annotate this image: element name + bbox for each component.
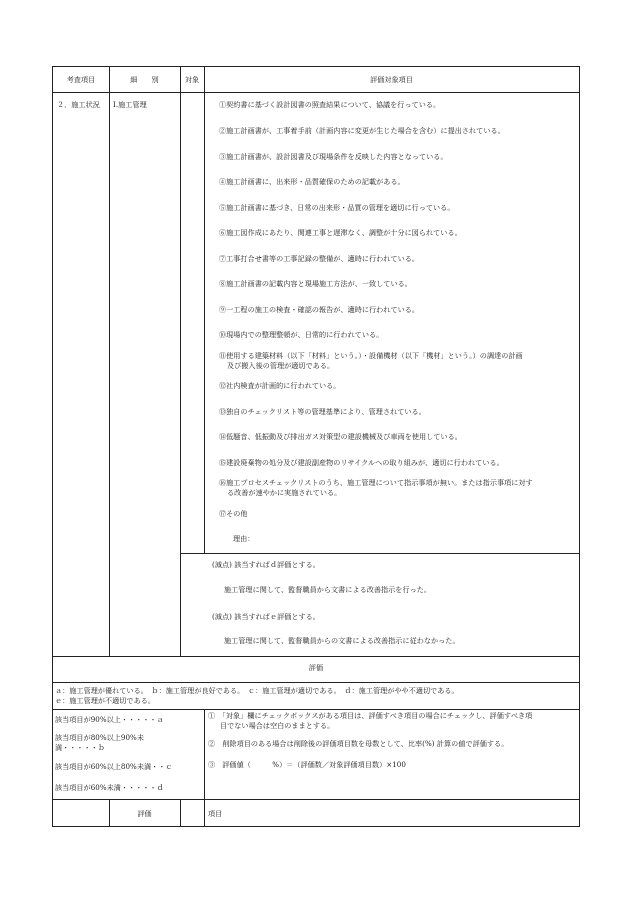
rule-footer-3	[204, 799, 205, 827]
deduction-d-text: 施工管理に関して、監督職員から文書による改善指示を行った。	[224, 585, 432, 594]
grade-definitions-line1: ａ：施工管理が優れている。 ｂ：施工管理が良好である。 ｃ：施工管理が適切である。 ｄ：施工管理がやや不適切である。	[55, 686, 459, 695]
rule-criteria-bottom	[53, 799, 579, 800]
list-item: ⑥施工図作成にあたり、関連工事と遅滞なく、調整が十分に図られている。	[219, 228, 462, 237]
criteria-c: 該当項目が60%以上80%未満・・ｃ	[55, 762, 173, 771]
rule-footer-2	[180, 799, 181, 827]
list-item: ⑮建設廃棄物の処分及び建設副産物のリサイクルへの取り組みが、適切に行われている。	[219, 458, 504, 467]
list-item: ⑬独自のチェックリスト等の管理基準により、管理されている。	[219, 407, 426, 416]
deduction-d-heading: (減点) 該当すればｄ評価とする。	[212, 560, 320, 569]
reason-label: 理由：	[233, 534, 255, 543]
list-item: ②施工計画書が、工事着手前（計画内容に変更が生じた場合を含む）に提出されている。	[219, 126, 505, 135]
deduction-e-text: 施工管理に関して、監督職員からの文書による改善指示に従わなかった。	[224, 636, 460, 645]
row-detail-label: Ⅰ.施工管理	[113, 100, 147, 109]
criteria-a: 該当項目が90%以上・・・・・ａ	[55, 715, 164, 724]
rule-col-2	[180, 67, 181, 656]
header-item: 考査項目	[66, 75, 96, 84]
list-item: ⑧施工計画書の記載内容と現場施工方法が、一致している。	[219, 279, 412, 288]
list-item: ⑤施工計画書に基づき、日常の出来形・品質の管理を適切に行っている。	[219, 203, 455, 212]
list-item-other: ⑰その他	[219, 509, 248, 518]
list-item: ④施工計画書に、出来形・品質確保のための記載がある。	[219, 177, 405, 186]
list-item: ③施工計画書が、設計図書及び現場条件を反映した内容となっている。	[219, 152, 448, 161]
criteria-b-continuation: 満・・・・・ｂ	[55, 743, 106, 752]
row-item-label: ２．施工状況	[57, 100, 100, 109]
footer-eval-label: 評価	[137, 809, 152, 818]
criteria-d: 該当項目が60%未満・・・・・ｄ	[55, 783, 164, 792]
rule-section-bottom	[53, 656, 579, 657]
list-item: ⑦工事打合せ書等の工事記録の整備が、適時に行われている。	[219, 254, 420, 263]
evaluation-sheet	[52, 66, 580, 827]
list-item: ⑫社内検査が計画的に行われている。	[219, 381, 341, 390]
list-item-continuation: る改善が速やかに実施されている。	[227, 488, 342, 497]
list-item: ⑯施工プロセスチェックリストのうち、施工管理について指示事項が無い。または指示事項に対す	[219, 478, 533, 487]
rule-grades-bottom	[53, 709, 579, 710]
rule-eval-heading-bottom	[53, 682, 579, 683]
evaluation-heading: 評価	[308, 663, 324, 672]
rule-items-bottom	[180, 553, 579, 554]
list-item: ⑭低騒音、低振動及び排出ガス対策型の建設機械及び車両を使用している。	[219, 432, 462, 441]
note-1: ① 「対象」欄にチェックボックスがある項目は、評価すべき項目の場合にチェックし、評価すべき項	[208, 711, 533, 720]
footer-item-label: 項目	[208, 809, 223, 818]
rule-col-3	[204, 67, 205, 553]
grade-definitions-line2: ｅ：施工管理が不適切である。	[55, 696, 156, 705]
header-target: 対象	[184, 75, 200, 84]
note-3: ③ 評価値（ %）＝（評価数／対象評価項目数）×100	[208, 760, 406, 769]
rule-header-bottom	[53, 92, 579, 93]
rule-criteria-split	[204, 709, 205, 799]
note-1-continuation: 目でない場合は空白のままとする。	[220, 721, 335, 730]
list-item: ①契約書に基づく設計図書の照査結果について、協議を行っている。	[219, 100, 441, 109]
header-detail: 細 別	[130, 75, 159, 84]
header-eval-items: 評価対象項目	[370, 75, 413, 84]
rule-col-1	[109, 67, 110, 656]
note-2: ② 削除項目のある場合は削除後の評価項目数を母数として、比率(%) 計算の値で評価する。	[208, 739, 509, 748]
list-item: ⑪使用する建築材料（以下「材料」という。）・設備機材（以下「機材」という。）の調達の計画	[219, 351, 523, 360]
list-item: ⑩現場内での整理整頓が、日常的に行われている。	[219, 330, 384, 339]
deduction-e-heading: (減点) 該当すればｅ評価とする。	[212, 612, 320, 621]
list-item: ⑨一工程の施工の検査・確認の報告が、適時に行われている。	[219, 305, 420, 314]
criteria-b: 該当項目が80%以上90%未	[55, 733, 144, 742]
list-item-continuation: 及び搬入後の管理が適切である。	[227, 361, 335, 370]
